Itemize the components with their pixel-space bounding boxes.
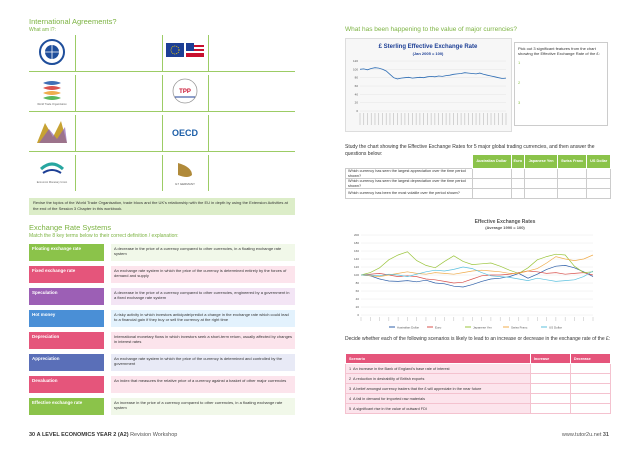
g8-logo-icon bbox=[29, 115, 75, 151]
currency-header-row bbox=[346, 155, 611, 169]
term-definition: International monetary flows in which investors seek a short-term return, usually affected by changes in interest rates bbox=[111, 332, 295, 349]
footer-right bbox=[562, 432, 609, 438]
y-tick-label: 200 bbox=[353, 233, 359, 237]
chart-subtitle: (Jan 2005 = 100) bbox=[412, 51, 444, 56]
scenario-row bbox=[346, 374, 611, 384]
y-tick-label: 80 bbox=[354, 75, 358, 80]
international-agreements-title: International Agreements? bbox=[29, 17, 117, 26]
decrease-header: Decrease bbox=[570, 354, 610, 364]
scenario-body bbox=[346, 364, 611, 414]
currency-header: Japanese Yen bbox=[525, 155, 558, 169]
answer-cell[interactable] bbox=[558, 189, 587, 199]
term-definition: An exchange rate system in which the price of the currency is determined entirely by the forces of demand and supply bbox=[111, 266, 295, 283]
footer-url: www.tutor2u.net bbox=[561, 432, 602, 438]
currency-header: Euro bbox=[511, 155, 525, 169]
decrease-cell[interactable] bbox=[570, 374, 610, 384]
effective-rates-chart bbox=[345, 215, 611, 333]
decide-instructions: Decide whether each of the following scenarios is likely to lead to an increase or decrease in the exchange rate of the £: bbox=[345, 336, 611, 342]
y-tick-label: 40 bbox=[354, 92, 358, 97]
scenario-row bbox=[346, 384, 611, 394]
y-tick-label: 60 bbox=[355, 289, 359, 293]
currency-question-row bbox=[346, 179, 611, 189]
legend-label: Australian Dollar bbox=[397, 325, 420, 330]
footer-title: A LEVEL ECONOMICS YEAR 2 (A2) bbox=[36, 432, 129, 438]
answer-cell[interactable] bbox=[511, 169, 525, 179]
answer-cell[interactable] bbox=[587, 189, 611, 199]
features-question-box bbox=[514, 42, 608, 126]
increase-cell[interactable] bbox=[530, 384, 570, 394]
match-row bbox=[29, 332, 295, 349]
term-definition: A risky activity in which investors anticipate/predict a change in the exchange rate which could lead to a financial gain if they buy or sell the currency at the right time bbox=[111, 310, 295, 327]
g7-logo-icon bbox=[162, 155, 208, 191]
scenario-text: A fall in demand for imported raw materials bbox=[353, 396, 425, 401]
scenario-text: An increase in the Bank of England's base rate of interest bbox=[353, 366, 450, 371]
revision-note: Revise the topics of the World Trade Organisation, trade blocs and the UK's relationship with the EU in depth by using the Extension Activities at the end of the Session 3 Chapter in this workbook. bbox=[29, 198, 295, 215]
y-tick-label: 120 bbox=[353, 265, 359, 269]
y-tick-label: 0 bbox=[357, 313, 359, 317]
increase-cell[interactable] bbox=[530, 404, 570, 414]
feature-number-3: 3 bbox=[518, 100, 521, 105]
match-row bbox=[29, 244, 295, 261]
feature-number-1: 1 bbox=[518, 60, 521, 65]
series-line bbox=[361, 267, 593, 281]
tpp-logo-text: TPP bbox=[179, 89, 191, 95]
scenario-row bbox=[346, 404, 611, 414]
match-row bbox=[29, 266, 295, 283]
scenario-header-row bbox=[346, 354, 611, 364]
currencies-title: What has been happening to the value of major currencies? bbox=[345, 26, 517, 33]
footer-page-number: 30 bbox=[29, 432, 36, 438]
match-row bbox=[29, 398, 295, 415]
scenario-number: 2 bbox=[349, 376, 352, 381]
key-term: Fixed exchange rate bbox=[29, 266, 104, 283]
term-definition: An index that measures the relative price of a currency against a basket of other major currencies bbox=[111, 376, 295, 393]
footer-page-number: 31 bbox=[602, 432, 609, 438]
answer-cell[interactable] bbox=[511, 179, 525, 189]
y-tick-label: 120 bbox=[352, 59, 358, 63]
study-instructions: Study the chart showing the Effective Exchange Rates for 5 major global trading currencies, and then answer the questions below: bbox=[345, 144, 595, 157]
y-tick-label: 160 bbox=[353, 249, 359, 253]
scenario-number: 1 bbox=[349, 366, 352, 371]
key-term: Depreciation bbox=[29, 332, 104, 349]
answer-cell[interactable] bbox=[587, 169, 611, 179]
term-definition: A decrease in the price of a currency compared to other currencies, in a floating exchange rate system bbox=[111, 244, 295, 261]
exchange-rate-systems-subtitle: Match the 8 key terms below to their correct definition / explanation: bbox=[29, 233, 179, 239]
features-question-text: Pick out 3 significant features from the chart showing the Effective Exchange Rate of the £: bbox=[518, 46, 600, 56]
tpp-logo-icon bbox=[162, 75, 208, 111]
legend-label: US Dollar bbox=[549, 325, 562, 330]
match-row bbox=[29, 288, 295, 305]
effective-rates-chart-svg bbox=[345, 215, 611, 333]
exchange-rate-systems-title: Exchange Rate Systems bbox=[29, 223, 112, 232]
key-term: Floating exchange rate bbox=[29, 244, 104, 261]
decrease-cell[interactable] bbox=[570, 364, 610, 374]
eu-flag-icon bbox=[162, 35, 208, 71]
sterling-chart bbox=[345, 38, 512, 132]
increase-cell[interactable] bbox=[530, 394, 570, 404]
answer-cell[interactable] bbox=[558, 179, 587, 189]
legend-label: Euro bbox=[435, 325, 442, 330]
answer-cell[interactable] bbox=[525, 169, 558, 179]
increase-cell[interactable] bbox=[530, 364, 570, 374]
sterling-chart-svg bbox=[346, 39, 511, 131]
y-tick-label: 60 bbox=[354, 84, 358, 88]
term-definition: A decrease in the price of a currency compared to other currencies, engineered by a government in a fixed exchange rate system bbox=[111, 288, 295, 305]
match-row bbox=[29, 376, 295, 393]
scenario-row bbox=[346, 364, 611, 374]
international-agreements-subtitle: What am I?: bbox=[29, 27, 56, 33]
term-definition: An exchange rate system in which the price of the currency is determined and controlled by the government bbox=[111, 354, 295, 371]
answer-cell[interactable] bbox=[472, 179, 511, 189]
key-term: Effective exchange rate bbox=[29, 398, 104, 415]
currency-question: Which currency has seen the largest depreciation over the time period shown? bbox=[346, 179, 473, 189]
scenario-number: 4 bbox=[349, 396, 352, 401]
logo-grid bbox=[29, 35, 295, 195]
chart-title: £ Sterling Effective Exchange Rate bbox=[378, 44, 478, 50]
scenario-text: A significant rise in the value of outward FDI bbox=[353, 406, 427, 411]
scenario-table bbox=[345, 353, 611, 414]
answer-cell[interactable] bbox=[558, 169, 587, 179]
oecd-logo-text: OECD bbox=[171, 128, 199, 138]
increase-cell[interactable] bbox=[530, 374, 570, 384]
emu-logo-icon bbox=[29, 155, 75, 191]
legend-label: Japanese Yen bbox=[473, 325, 492, 330]
y-tick-label: 180 bbox=[353, 241, 359, 245]
oecd-logo-icon bbox=[162, 115, 208, 151]
wto-label: World Trade Organization bbox=[37, 103, 67, 106]
right-page bbox=[319, 0, 638, 452]
scenario-number: 5 bbox=[349, 406, 352, 411]
key-term: Devaluation bbox=[29, 376, 104, 393]
currency-question: Which currency has seen the largest appreciation over the time period shown? bbox=[346, 169, 473, 179]
scenario-text: A reduction in desirability of British exports bbox=[353, 376, 425, 381]
term-definition: An increase in the price of a currency compared to other currencies, in a floating exchange rate system bbox=[111, 398, 295, 415]
currency-question-row bbox=[346, 169, 611, 179]
currency-question: Which currency has been the most volatile over the period shown? bbox=[346, 189, 473, 199]
y-tick-label: 100 bbox=[353, 273, 359, 277]
logo-row bbox=[29, 75, 295, 112]
y-tick-label: 20 bbox=[355, 305, 359, 309]
series-line bbox=[361, 252, 593, 275]
answer-cell[interactable] bbox=[525, 189, 558, 199]
key-term: Hot money bbox=[29, 310, 104, 327]
currency-header: US Dollar bbox=[587, 155, 611, 169]
decrease-cell[interactable] bbox=[570, 384, 610, 394]
y-tick-label: 140 bbox=[353, 257, 359, 261]
decrease-cell[interactable] bbox=[570, 404, 610, 414]
currency-header: Australian Dollar bbox=[472, 155, 511, 169]
answer-cell[interactable] bbox=[472, 169, 511, 179]
scenario-number: 3 bbox=[349, 386, 352, 391]
chart-subtitle: (Average 1990 = 100) bbox=[485, 225, 525, 230]
legend-label: Swiss Franc bbox=[511, 325, 528, 330]
y-tick-label: 0 bbox=[356, 109, 358, 113]
feature-number-2: 2 bbox=[518, 80, 521, 85]
answer-cell[interactable] bbox=[472, 189, 511, 199]
y-tick-label: 40 bbox=[355, 297, 359, 301]
logo-row bbox=[29, 35, 295, 72]
increase-header: Increase bbox=[530, 354, 570, 364]
scenario-text: A belief amongst currency traders that the £ will appreciate in the near future bbox=[353, 386, 482, 391]
match-row bbox=[29, 310, 295, 327]
y-tick-label: 80 bbox=[355, 281, 359, 285]
match-row bbox=[29, 354, 295, 371]
currency-header: Swiss Franc bbox=[558, 155, 587, 169]
logo-row bbox=[29, 115, 295, 152]
scenario-row bbox=[346, 394, 611, 404]
emu-label: Economic Monetary Union bbox=[36, 181, 68, 184]
logo-row bbox=[29, 155, 295, 191]
answer-cell[interactable] bbox=[511, 189, 525, 199]
currency-question-row bbox=[346, 189, 611, 199]
y-tick-label: 100 bbox=[352, 67, 358, 72]
imf-logo-icon bbox=[29, 35, 75, 71]
decrease-cell[interactable] bbox=[570, 394, 610, 404]
chart-title: Effective Exchange Rates bbox=[474, 219, 536, 225]
currency-question-body bbox=[346, 169, 611, 199]
footer-left bbox=[29, 432, 177, 438]
y-tick-label: 20 bbox=[354, 100, 358, 105]
g7-logo-text: G7 GERMANY bbox=[174, 182, 196, 186]
footer-suffix: Revision Workshop bbox=[130, 432, 178, 438]
currency-question-table bbox=[345, 154, 611, 199]
scenario-header: Scenario bbox=[346, 354, 531, 364]
key-term: Appreciation bbox=[29, 354, 104, 371]
answer-cell[interactable] bbox=[587, 179, 611, 189]
answer-cell[interactable] bbox=[525, 179, 558, 189]
key-term: Speculation bbox=[29, 288, 104, 305]
